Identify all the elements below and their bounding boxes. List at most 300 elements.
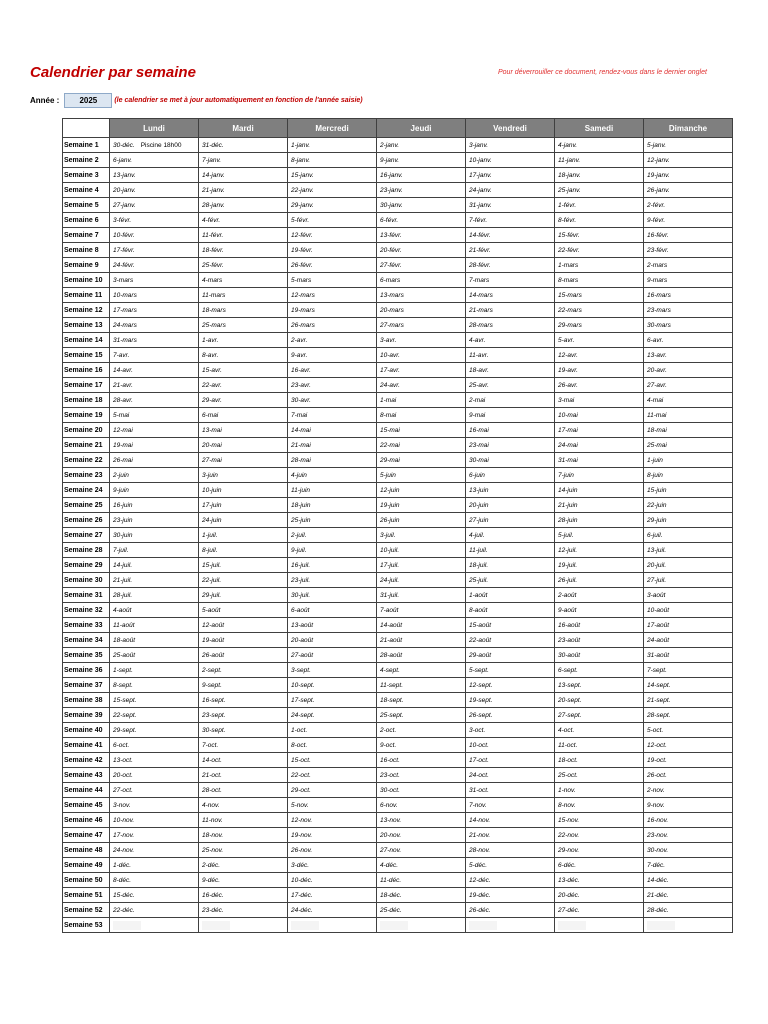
day-cell[interactable] (110, 873, 199, 888)
day-cell[interactable] (644, 153, 733, 168)
day-cell[interactable] (288, 483, 377, 498)
day-cell[interactable] (288, 273, 377, 288)
day-cell[interactable] (555, 288, 644, 303)
day-cell[interactable] (377, 423, 466, 438)
day-cell[interactable] (466, 513, 555, 528)
day-cell[interactable] (377, 198, 466, 213)
day-cell[interactable] (199, 633, 288, 648)
day-cell[interactable] (555, 513, 644, 528)
day-cell[interactable] (288, 903, 377, 918)
day-cell[interactable] (555, 453, 644, 468)
day-cell[interactable] (377, 723, 466, 738)
day-cell[interactable] (466, 528, 555, 543)
day-cell[interactable] (199, 573, 288, 588)
day-cell[interactable] (466, 633, 555, 648)
day-cell[interactable] (644, 738, 733, 753)
day-cell[interactable] (288, 588, 377, 603)
day-cell[interactable] (288, 663, 377, 678)
day-cell[interactable] (466, 453, 555, 468)
day-cell[interactable] (644, 348, 733, 363)
day-cell[interactable] (288, 738, 377, 753)
day-cell[interactable] (377, 648, 466, 663)
day-cell[interactable] (466, 228, 555, 243)
day-cell[interactable] (199, 183, 288, 198)
day-cell[interactable] (288, 573, 377, 588)
day-cell[interactable] (555, 543, 644, 558)
day-cell[interactable] (199, 753, 288, 768)
day-cell[interactable] (466, 573, 555, 588)
day-cell[interactable] (644, 438, 733, 453)
day-cell[interactable] (644, 243, 733, 258)
day-cell[interactable] (555, 393, 644, 408)
day-cell[interactable] (288, 183, 377, 198)
day-cell[interactable] (110, 513, 199, 528)
day-cell[interactable] (555, 498, 644, 513)
day-cell[interactable] (644, 228, 733, 243)
day-cell[interactable] (644, 813, 733, 828)
day-cell[interactable] (644, 798, 733, 813)
day-cell[interactable] (555, 468, 644, 483)
day-cell[interactable] (644, 528, 733, 543)
day-cell[interactable] (644, 318, 733, 333)
day-cell[interactable] (644, 483, 733, 498)
day-cell[interactable] (644, 363, 733, 378)
day-cell[interactable] (199, 798, 288, 813)
day-cell[interactable] (466, 648, 555, 663)
day-cell[interactable] (466, 303, 555, 318)
day-cell[interactable] (466, 348, 555, 363)
day-cell[interactable] (377, 513, 466, 528)
day-cell[interactable] (644, 768, 733, 783)
day-cell[interactable] (199, 843, 288, 858)
day-cell[interactable] (199, 333, 288, 348)
day-cell[interactable] (377, 753, 466, 768)
day-cell[interactable] (377, 273, 466, 288)
day-cell[interactable] (110, 303, 199, 318)
day-cell[interactable] (110, 198, 199, 213)
day-cell[interactable] (199, 228, 288, 243)
day-cell[interactable] (288, 813, 377, 828)
day-cell[interactable] (110, 678, 199, 693)
day-cell[interactable] (377, 873, 466, 888)
day-cell[interactable] (555, 183, 644, 198)
day-cell[interactable] (110, 858, 199, 873)
day-cell[interactable] (288, 918, 377, 933)
day-cell[interactable] (199, 708, 288, 723)
day-cell[interactable] (466, 558, 555, 573)
day-cell[interactable] (555, 303, 644, 318)
day-cell[interactable] (110, 918, 199, 933)
day-cell[interactable] (377, 558, 466, 573)
day-cell[interactable] (288, 453, 377, 468)
day-cell[interactable] (288, 513, 377, 528)
day-cell[interactable] (466, 408, 555, 423)
day-cell[interactable] (110, 753, 199, 768)
day-cell[interactable] (199, 453, 288, 468)
day-cell[interactable] (199, 378, 288, 393)
day-cell[interactable] (110, 213, 199, 228)
day-cell[interactable] (110, 408, 199, 423)
day-cell[interactable] (466, 393, 555, 408)
day-cell[interactable] (377, 243, 466, 258)
day-cell[interactable] (644, 303, 733, 318)
day-cell[interactable] (644, 453, 733, 468)
day-cell[interactable] (466, 468, 555, 483)
day-cell[interactable] (288, 798, 377, 813)
day-cell[interactable] (377, 333, 466, 348)
day-cell[interactable] (466, 798, 555, 813)
day-cell[interactable] (199, 438, 288, 453)
day-cell[interactable] (199, 393, 288, 408)
day-cell[interactable] (199, 213, 288, 228)
day-cell[interactable] (555, 918, 644, 933)
day-cell[interactable] (644, 168, 733, 183)
day-cell[interactable] (199, 873, 288, 888)
day-cell[interactable] (377, 573, 466, 588)
day-cell[interactable] (644, 633, 733, 648)
day-cell[interactable] (466, 438, 555, 453)
day-cell[interactable] (644, 558, 733, 573)
day-cell[interactable] (110, 183, 199, 198)
day-cell[interactable] (199, 273, 288, 288)
day-cell[interactable] (288, 558, 377, 573)
day-cell[interactable] (110, 843, 199, 858)
day-cell[interactable] (110, 663, 199, 678)
day-cell[interactable] (199, 828, 288, 843)
day-cell[interactable] (555, 138, 644, 153)
day-cell[interactable] (288, 348, 377, 363)
day-cell[interactable] (377, 453, 466, 468)
day-cell[interactable] (644, 183, 733, 198)
day-cell[interactable] (199, 603, 288, 618)
day-cell[interactable] (110, 738, 199, 753)
day-cell[interactable] (288, 618, 377, 633)
day-cell[interactable] (288, 408, 377, 423)
day-cell[interactable] (466, 813, 555, 828)
day-cell[interactable] (644, 828, 733, 843)
day-cell[interactable] (288, 423, 377, 438)
day-cell[interactable] (110, 573, 199, 588)
day-cell[interactable] (555, 213, 644, 228)
day-cell[interactable] (377, 408, 466, 423)
day-cell[interactable] (110, 768, 199, 783)
day-cell[interactable] (644, 858, 733, 873)
day-cell[interactable] (288, 633, 377, 648)
day-cell[interactable] (466, 603, 555, 618)
day-cell[interactable] (644, 888, 733, 903)
day-cell[interactable] (288, 393, 377, 408)
day-cell[interactable] (644, 198, 733, 213)
day-cell[interactable] (555, 828, 644, 843)
day-cell[interactable] (555, 843, 644, 858)
day-cell[interactable] (466, 723, 555, 738)
day-cell[interactable] (288, 498, 377, 513)
day-cell[interactable] (199, 648, 288, 663)
day-cell[interactable] (466, 213, 555, 228)
day-cell[interactable] (466, 183, 555, 198)
day-cell[interactable] (555, 723, 644, 738)
day-cell[interactable] (288, 213, 377, 228)
day-cell[interactable] (110, 648, 199, 663)
day-cell[interactable] (644, 648, 733, 663)
day-cell[interactable] (644, 378, 733, 393)
day-cell[interactable] (288, 768, 377, 783)
day-cell[interactable] (288, 438, 377, 453)
day-cell[interactable] (555, 168, 644, 183)
day-cell[interactable] (466, 918, 555, 933)
day-cell[interactable] (288, 888, 377, 903)
day-cell[interactable] (288, 828, 377, 843)
day-cell[interactable] (377, 888, 466, 903)
day-cell[interactable] (377, 768, 466, 783)
day-cell[interactable] (199, 588, 288, 603)
day-cell[interactable] (110, 603, 199, 618)
day-cell[interactable] (377, 603, 466, 618)
day-cell[interactable] (288, 543, 377, 558)
day-cell[interactable] (110, 468, 199, 483)
day-cell[interactable] (110, 378, 199, 393)
day-cell[interactable] (555, 588, 644, 603)
day-cell[interactable] (377, 138, 466, 153)
day-cell[interactable] (644, 753, 733, 768)
day-cell[interactable] (199, 363, 288, 378)
day-cell[interactable] (644, 918, 733, 933)
day-cell[interactable] (377, 663, 466, 678)
day-cell[interactable] (466, 858, 555, 873)
day-cell[interactable] (466, 423, 555, 438)
day-cell[interactable] (555, 333, 644, 348)
day-cell[interactable] (555, 528, 644, 543)
day-cell[interactable] (199, 528, 288, 543)
day-cell[interactable] (555, 618, 644, 633)
day-cell[interactable] (377, 468, 466, 483)
day-cell[interactable] (377, 783, 466, 798)
day-cell[interactable] (466, 198, 555, 213)
day-cell[interactable] (555, 408, 644, 423)
day-cell[interactable] (288, 198, 377, 213)
day-cell[interactable] (288, 258, 377, 273)
day-cell[interactable] (199, 168, 288, 183)
day-cell[interactable] (110, 618, 199, 633)
day-cell[interactable] (555, 678, 644, 693)
day-cell[interactable] (555, 153, 644, 168)
day-cell[interactable] (110, 363, 199, 378)
day-cell[interactable] (644, 468, 733, 483)
day-cell[interactable] (288, 843, 377, 858)
day-cell[interactable] (377, 183, 466, 198)
day-cell[interactable] (555, 423, 644, 438)
day-cell[interactable] (466, 288, 555, 303)
day-cell[interactable] (644, 393, 733, 408)
day-cell[interactable] (110, 258, 199, 273)
day-cell[interactable] (466, 243, 555, 258)
day-cell[interactable] (110, 498, 199, 513)
day-cell[interactable] (288, 363, 377, 378)
day-cell[interactable] (555, 228, 644, 243)
day-cell[interactable] (110, 138, 199, 153)
day-cell[interactable] (110, 798, 199, 813)
day-cell[interactable] (377, 528, 466, 543)
day-cell[interactable] (377, 618, 466, 633)
day-cell[interactable] (555, 693, 644, 708)
day-cell[interactable] (110, 723, 199, 738)
day-cell[interactable] (110, 288, 199, 303)
day-cell[interactable] (288, 783, 377, 798)
year-input[interactable] (64, 93, 112, 108)
day-cell[interactable] (555, 873, 644, 888)
day-cell[interactable] (466, 588, 555, 603)
day-cell[interactable] (199, 243, 288, 258)
day-cell[interactable] (555, 348, 644, 363)
day-cell[interactable] (288, 648, 377, 663)
day-cell[interactable] (199, 483, 288, 498)
day-cell[interactable] (466, 258, 555, 273)
day-cell[interactable] (377, 228, 466, 243)
day-cell[interactable] (555, 198, 644, 213)
day-cell[interactable] (110, 168, 199, 183)
day-cell[interactable] (377, 693, 466, 708)
day-cell[interactable] (555, 603, 644, 618)
day-cell[interactable] (377, 828, 466, 843)
day-cell[interactable] (377, 483, 466, 498)
day-cell[interactable] (466, 843, 555, 858)
day-cell[interactable] (110, 438, 199, 453)
day-cell[interactable] (199, 693, 288, 708)
day-cell[interactable] (377, 153, 466, 168)
day-cell[interactable] (644, 333, 733, 348)
day-cell[interactable] (288, 873, 377, 888)
day-cell[interactable] (288, 168, 377, 183)
day-cell[interactable] (644, 288, 733, 303)
day-cell[interactable] (377, 708, 466, 723)
day-cell[interactable] (199, 288, 288, 303)
day-cell[interactable] (377, 798, 466, 813)
day-cell[interactable] (110, 423, 199, 438)
day-cell[interactable] (199, 423, 288, 438)
day-cell[interactable] (199, 318, 288, 333)
day-cell[interactable] (644, 663, 733, 678)
day-cell[interactable] (199, 903, 288, 918)
day-cell[interactable] (199, 408, 288, 423)
day-cell[interactable] (288, 153, 377, 168)
day-cell[interactable] (288, 708, 377, 723)
day-cell[interactable] (377, 288, 466, 303)
day-cell[interactable] (555, 483, 644, 498)
day-cell[interactable] (644, 603, 733, 618)
day-cell[interactable] (466, 678, 555, 693)
day-cell[interactable] (555, 903, 644, 918)
day-cell[interactable] (288, 753, 377, 768)
day-cell[interactable] (110, 558, 199, 573)
day-cell[interactable] (110, 483, 199, 498)
day-cell[interactable] (555, 573, 644, 588)
day-cell[interactable] (110, 348, 199, 363)
day-cell[interactable] (110, 828, 199, 843)
day-cell[interactable] (288, 333, 377, 348)
day-cell[interactable] (466, 708, 555, 723)
day-cell[interactable] (555, 708, 644, 723)
day-cell[interactable] (644, 273, 733, 288)
day-cell[interactable] (377, 393, 466, 408)
day-cell[interactable] (110, 903, 199, 918)
day-cell[interactable] (377, 363, 466, 378)
day-cell[interactable] (199, 513, 288, 528)
day-cell[interactable] (288, 288, 377, 303)
day-cell[interactable] (377, 213, 466, 228)
day-cell[interactable] (555, 738, 644, 753)
day-cell[interactable] (110, 888, 199, 903)
day-cell[interactable] (555, 438, 644, 453)
day-cell[interactable] (644, 843, 733, 858)
day-cell[interactable] (377, 348, 466, 363)
day-cell[interactable] (466, 138, 555, 153)
day-cell[interactable] (466, 318, 555, 333)
day-cell[interactable] (110, 708, 199, 723)
day-cell[interactable] (110, 273, 199, 288)
day-cell[interactable] (288, 378, 377, 393)
day-cell[interactable] (110, 528, 199, 543)
day-cell[interactable] (377, 813, 466, 828)
day-cell[interactable] (466, 498, 555, 513)
day-cell[interactable] (377, 918, 466, 933)
day-cell[interactable] (466, 273, 555, 288)
day-cell[interactable] (555, 783, 644, 798)
day-cell[interactable] (644, 573, 733, 588)
day-cell[interactable] (199, 858, 288, 873)
day-cell[interactable] (199, 678, 288, 693)
day-cell[interactable] (110, 318, 199, 333)
day-cell[interactable] (199, 153, 288, 168)
day-cell[interactable] (555, 753, 644, 768)
day-cell[interactable] (199, 813, 288, 828)
day-cell[interactable] (555, 378, 644, 393)
day-cell[interactable] (555, 798, 644, 813)
day-cell[interactable] (644, 618, 733, 633)
day-cell[interactable] (377, 843, 466, 858)
day-cell[interactable] (555, 633, 644, 648)
day-cell[interactable] (377, 738, 466, 753)
day-cell[interactable] (199, 558, 288, 573)
day-cell[interactable] (377, 498, 466, 513)
day-cell[interactable] (644, 258, 733, 273)
day-cell[interactable] (199, 783, 288, 798)
day-cell[interactable] (288, 138, 377, 153)
day-cell[interactable] (466, 378, 555, 393)
day-cell[interactable] (377, 903, 466, 918)
day-cell[interactable] (199, 498, 288, 513)
day-cell[interactable] (110, 633, 199, 648)
day-cell[interactable] (466, 738, 555, 753)
day-cell[interactable] (644, 543, 733, 558)
day-cell[interactable] (466, 903, 555, 918)
day-cell[interactable] (110, 543, 199, 558)
day-cell[interactable] (377, 258, 466, 273)
day-cell[interactable] (110, 393, 199, 408)
day-cell[interactable] (555, 243, 644, 258)
day-cell[interactable] (644, 513, 733, 528)
day-cell[interactable] (288, 468, 377, 483)
day-cell[interactable] (199, 618, 288, 633)
day-cell[interactable] (199, 198, 288, 213)
day-cell[interactable] (466, 483, 555, 498)
day-cell[interactable] (377, 168, 466, 183)
day-cell[interactable] (466, 783, 555, 798)
day-cell[interactable] (377, 318, 466, 333)
day-cell[interactable] (644, 678, 733, 693)
day-cell[interactable] (288, 723, 377, 738)
day-cell[interactable] (644, 408, 733, 423)
day-cell[interactable] (377, 543, 466, 558)
